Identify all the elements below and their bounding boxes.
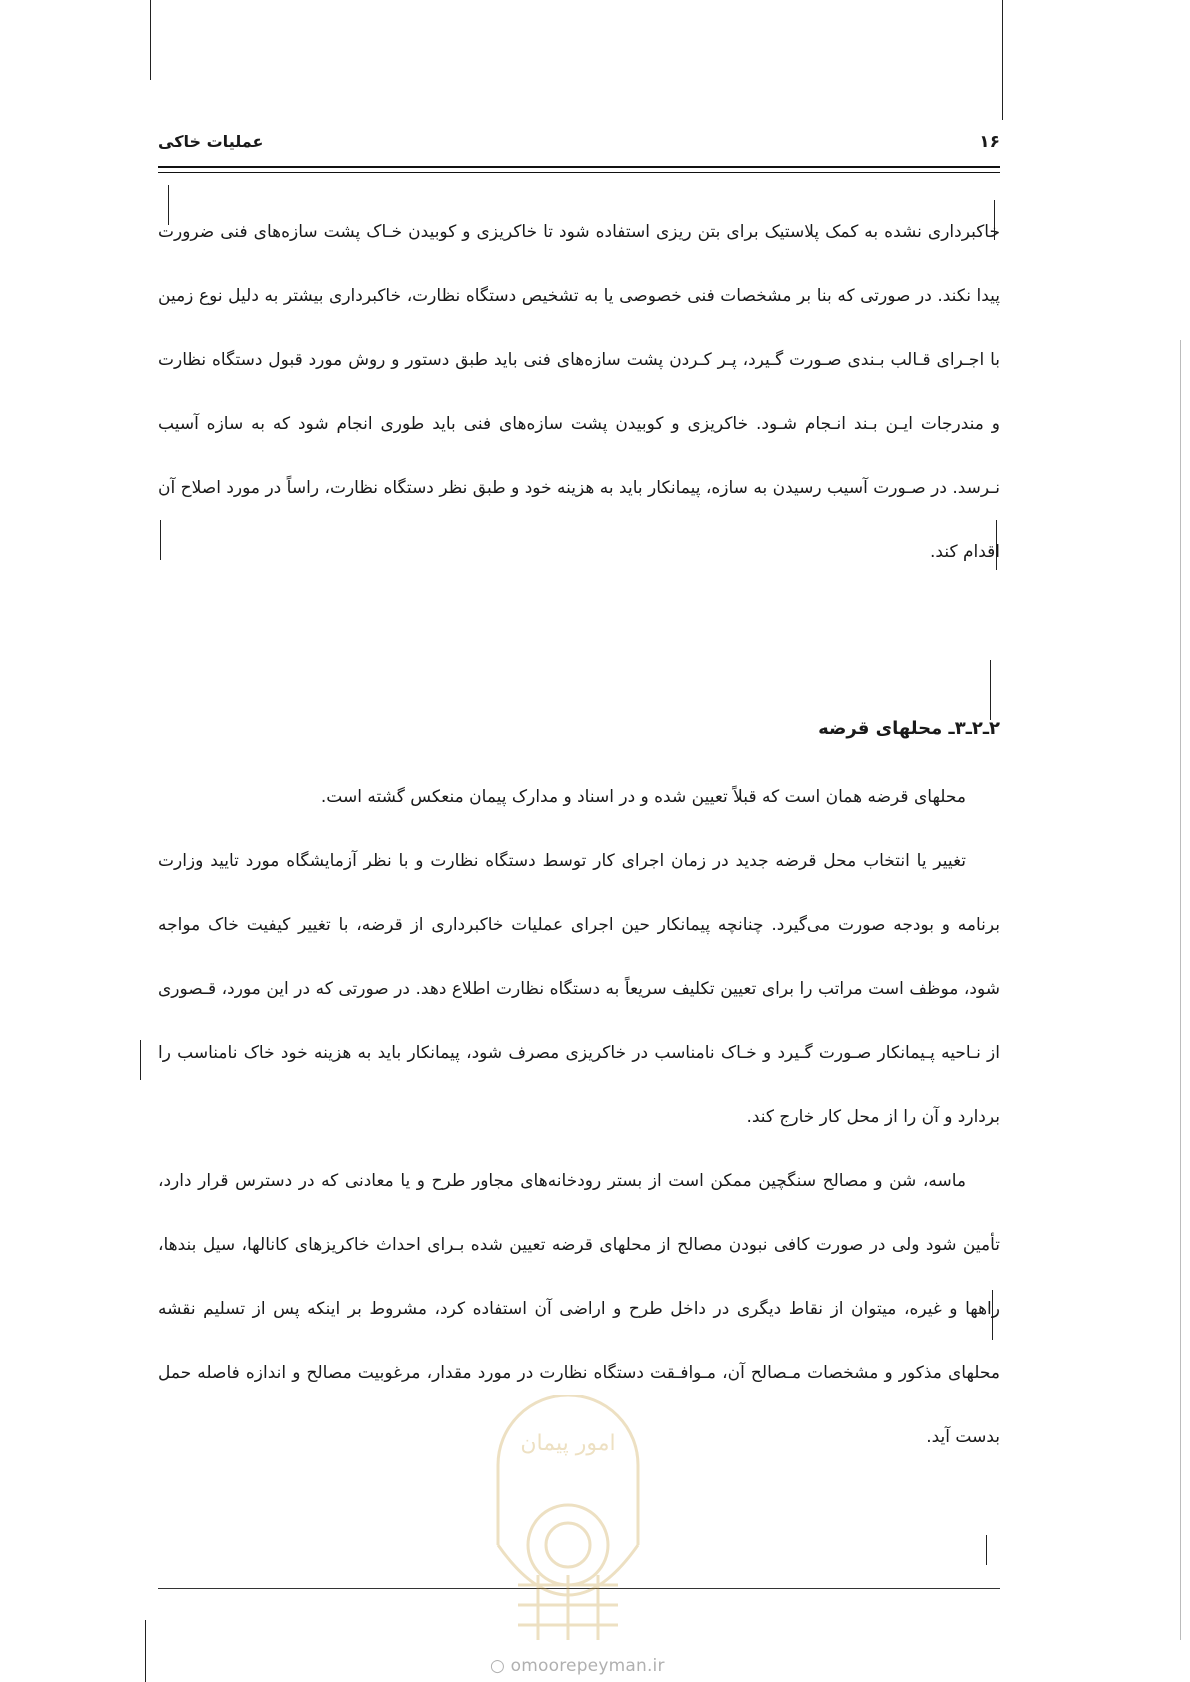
right-margin-mark xyxy=(986,1535,987,1565)
right-margin-mark xyxy=(990,660,991,720)
watermark-url xyxy=(490,1656,665,1676)
watermark-gear xyxy=(528,1505,608,1585)
paragraph: ماسه، شن و مصالح سنگچین ممکن است از بستر رودخانه‌های مجاور طرح و یا معادنی که در دسترس قرار دارد، تأمین شود ولی در صورت کافی نبودن مصالح از محلهای قرضه تعیین شده بـرای احداث خاکریزهای کانالها، سیل بندها، راهها و غیره، میتوان از نقاط دیگری در داخل طرح و اراضی آن استفاده کرد، مشروط بر اینکه پس از تسلیم نقشه محلهای مذکور و مشخصات مـصالح آن، مـوافـقت دستگاه نظارت در مورد مقدار، مرغوبیت مصالح و اندازه فاصله حمل بدست آید. xyxy=(158,1171,1000,1447)
section-text-block xyxy=(158,765,1000,1469)
header-rule-thick xyxy=(158,166,1000,168)
watermark-url-text: omoorepeyman.ir xyxy=(510,1656,665,1676)
left-margin-line xyxy=(150,0,151,80)
running-title: عملیات خاکی xyxy=(158,132,264,151)
left-margin-mark xyxy=(140,1040,141,1080)
page-header xyxy=(158,132,1000,158)
right-margin-line xyxy=(1002,0,1003,120)
paragraph: خاکبرداری نشده به کمک پلاستیک برای بتن ریزی استفاده شود تا خاکریزی و کوبیدن خـاک پشت سازه‌های فنی ضرورت پیدا نکند. در صورتی که بنا بر مشخصات فنی خصوصی یا به تشخیص دستگاه نظارت، خاکبرداری بیشتر به دلیل نوع زمین با اجـرای قـالب بـندی صـورت گـیرد، پـر کـردن پشت سازه‌های فنی باید طبق دستور و روش مورد قبول دستگاه نظارت و مندرجات ایـن بـند انـجام شـود. خاکریزی و کوبیدن پشت سازه‌های فنی باید طوری انجام شود که به سازه آسیب نـرسد. در صـورت آسیب رسیدن به سازه، پیمانکار باید به هزینه خود و طبق نظر دستگاه نظارت، راساً در مورد اصلاح آن اقدام کند. xyxy=(158,222,1000,562)
watermark-grid xyxy=(518,1575,618,1640)
page-number: ۱۶ xyxy=(979,132,1000,152)
paragraph: محلهای قرضه همان است که قبلاً تعیین شده و در اسناد و مدارک پیمان منعکس گشته است. xyxy=(320,787,966,807)
top-text-block xyxy=(158,200,1000,584)
watermark-logo-text: امور پیمان xyxy=(520,1431,616,1456)
header-rule-thin xyxy=(158,172,1000,173)
paragraph: تغییر یا انتخاب محل قرضه جدید در زمان اجرای کار توسط دستگاه نظارت و با نظر آزمایشگاه مورد تایید وزارت برنامه و بودجه صورت می‌گیرد. چنانچه پیمانکار حین اجرای عملیات خاکبرداری از قرضه، با تغییر کیفیت خاک مواجه شود، موظف است مراتب را برای تعیین تکلیف سریعاً به دستگاه نظارت اطلاع دهد. در صورتی که در این مورد، قـصوری از نـاحیه پـیمانکار صـورت گـیرد و خـاک نامناسب در خاکریزی مصرف شود، پیمانکار باید به هزینه خود خاک نامناسب را بردارد و آن را از محل کار خارج کند. xyxy=(158,851,1000,1127)
left-margin-mark xyxy=(145,1620,146,1682)
footer-rule xyxy=(158,1588,1000,1589)
section-heading: ۲ـ۲ـ۳ـ محلهای قرضه xyxy=(818,718,1000,739)
page-edge-line xyxy=(1180,340,1181,1640)
watermark-globe-icon: ○ xyxy=(490,1656,506,1676)
